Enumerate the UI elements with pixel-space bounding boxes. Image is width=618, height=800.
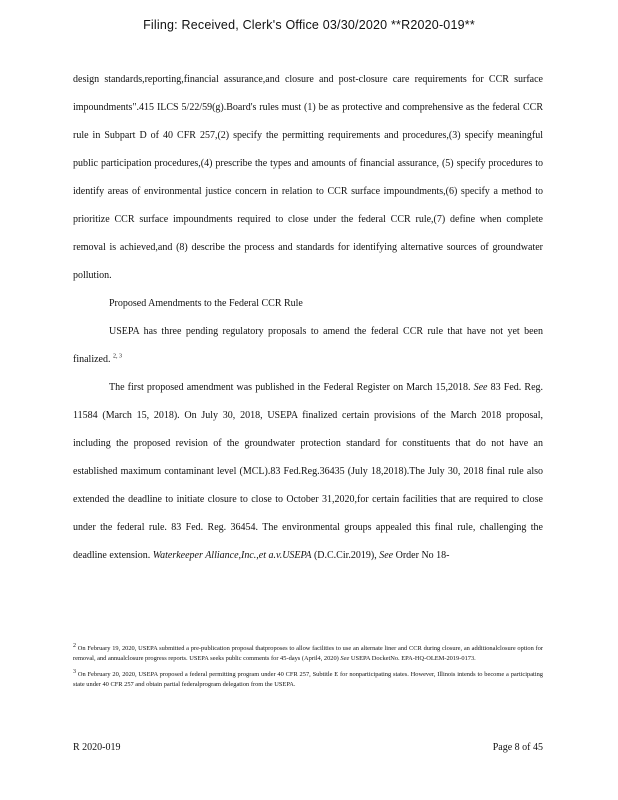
docket-number: R 2020-019	[73, 742, 121, 753]
paragraph-pending-proposals-text: USEPA has three pending regulatory proposals to amend the federal CCR rule that have not yet been finalized.	[73, 326, 543, 365]
footnote-3	[73, 670, 543, 689]
paragraph-board-rules: design standards,reporting,financial assurance,and closure and post-closure care requirements for CCR surface impoundments".415 ILCS 5/22/59(g).Board's rules must (1) be as protective and comprehensive as the federal CCR rule in Subpart D of 40 CFR 257,(2) specify the permitting requirements and procedures,(3) specify meaningful public participation procedures,(4) prescribe the types and amounts of financial assurance, (5) specify procedures to identify areas of environmental justice concern in relation to CCR surface impoundments,(6) specify a method to prioritize CCR surface impoundments required to close under the federal CCR rule,(7) define when complete removal is achieved,and (8) describe the process and standards for identifying alternative sources of groundwater pollution.	[73, 74, 543, 281]
filing-header: Filing: Received, Clerk's Office 03/30/2020 **R2020-019**	[143, 18, 475, 32]
paragraph-pending-proposals	[73, 318, 543, 374]
section-heading: Proposed Amendments to the Federal CCR Rule	[109, 298, 303, 309]
first-amendment-text-c: (D.C.Cir.2019),	[311, 550, 380, 561]
see-signal: See	[473, 382, 488, 393]
footnote-2	[73, 644, 543, 663]
paragraph-first-amendment	[73, 374, 543, 570]
see-signal: See	[379, 550, 394, 561]
footnote-2-text-a: On February 19, 2020, USEPA submitted a pre-publication proposal thatproposes to allow facilities to use an alternate liner and CCR during closure, an additionalclosure option for removal, and annualclosure progress reports. USEPA seeks public comments for 45-days (April4, 2020)	[73, 645, 543, 662]
document-body	[73, 66, 543, 570]
footnote-3-text: On February 20, 2020, USEPA proposed a federal permitting program under 40 CFR 257, Subtitle E for nonparticipating states. However, Illinois intends to become a participating state under 40 CFR 257 and obtain partial federalprogram delegation from the USEPA.	[73, 671, 543, 688]
first-amendment-text-b: 83 Fed. Reg. 11584 (March 15, 2018). On July 30, 2018, USEPA finalized certain provisions of the March 2018 proposal, including the proposed revision of the groundwater protection standard for constituents that do not have an established maximum contaminant level (MCL).83 Fed.Reg.36435 (July 18,2018).The July 30, 2018 final rule also extended the deadline to initiate closure to close to October 31,2020,for certain facilities that are required to close under the federal rule. 83 Fed. Reg. 36454. The environmental groups appealed this final rule, challenging the deadline extension.	[73, 382, 544, 561]
footnote-refs: 2, 3	[112, 353, 122, 360]
page-number: Page 8 of 45	[492, 742, 543, 753]
footnote-2-text-b: USEPA DocketNo. EPA-HQ-OLEM-2019-0173.	[349, 654, 476, 662]
first-amendment-text-d: Order No 18-	[393, 550, 450, 561]
case-name: Waterkeeper Alliance,Inc.,et a.v.USEPA	[152, 550, 312, 561]
first-amendment-text-a: The first proposed amendment was published in the Federal Register on March 15,2018.	[109, 382, 471, 393]
footnote-2-number: 2	[73, 642, 76, 649]
footnote-3-number: 3	[73, 669, 76, 676]
footnotes	[73, 644, 543, 696]
see-signal: See	[340, 654, 350, 662]
